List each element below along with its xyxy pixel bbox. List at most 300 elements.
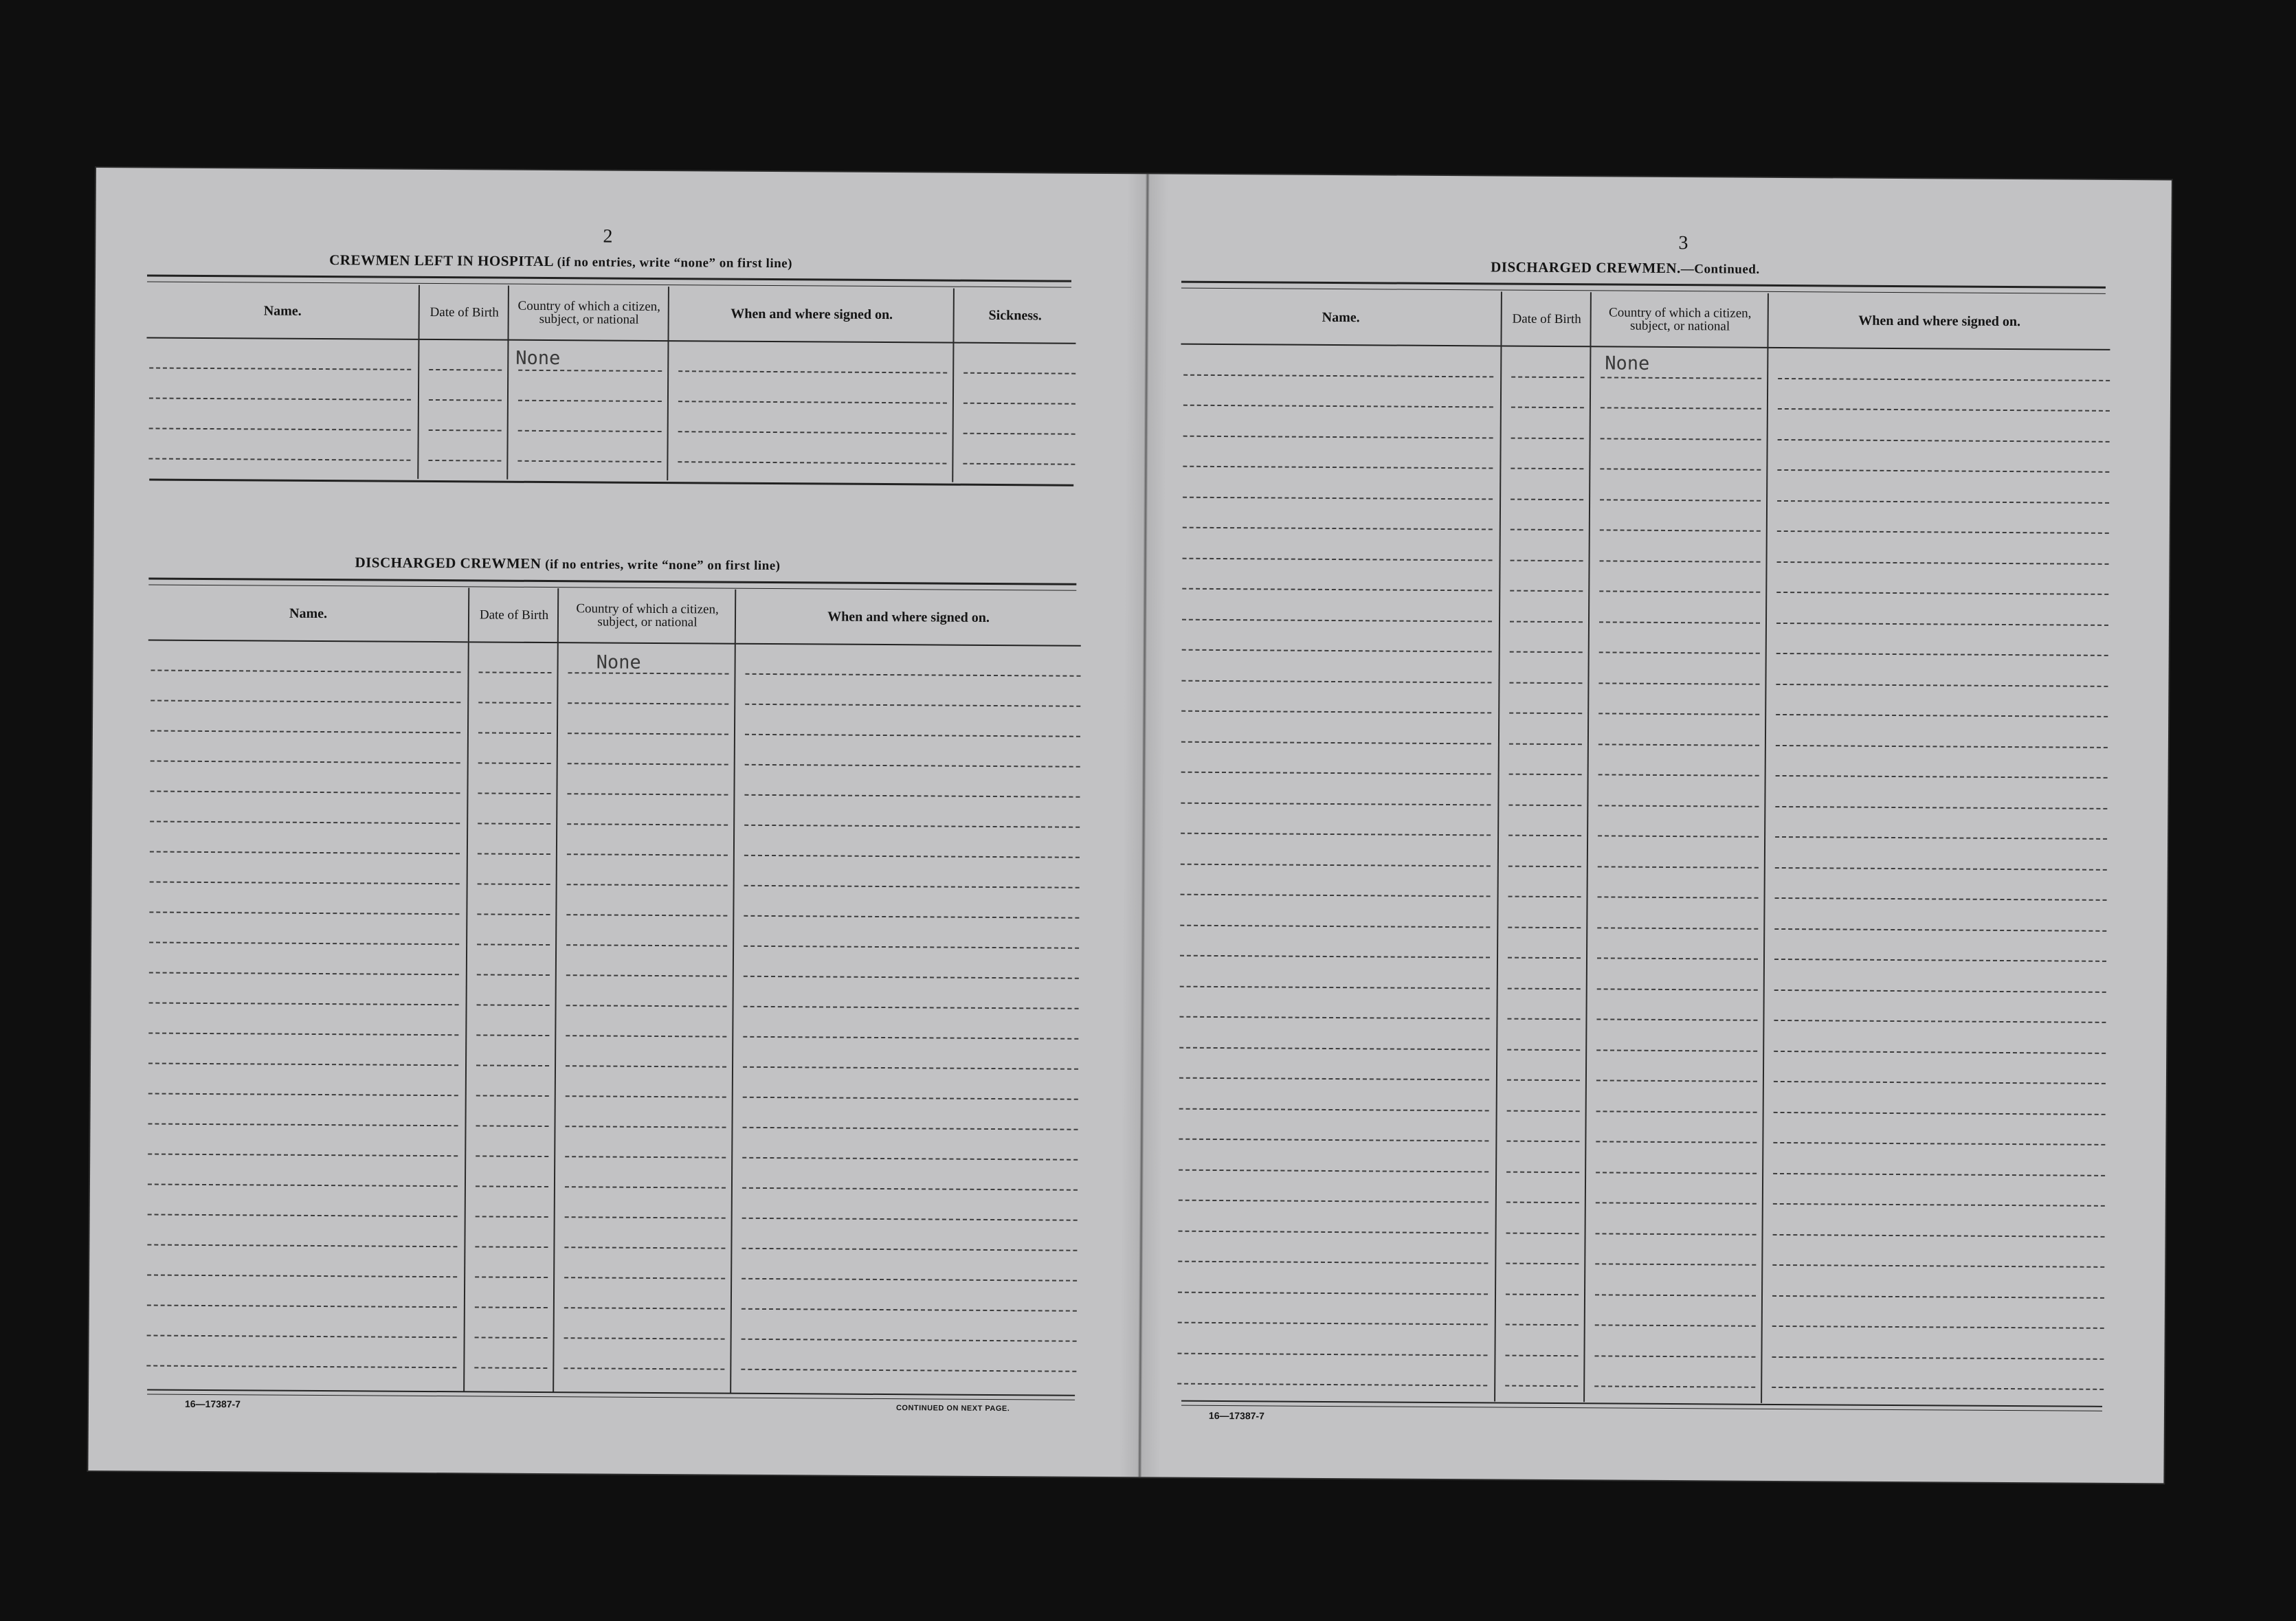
discharged-row-line — [149, 911, 459, 915]
continued-row-line — [1506, 1232, 1579, 1234]
continued-row-line — [1776, 653, 2108, 656]
hospital-row-line — [428, 460, 501, 462]
hospital-section-title — [329, 251, 792, 271]
page-number-right: 3 — [1678, 232, 1688, 254]
continued-row-line — [1596, 1141, 1757, 1143]
continued-row-line — [1597, 957, 1758, 959]
continued-note: CONTINUED ON NEXT PAGE. — [895, 1404, 1010, 1413]
continued-row-line — [1596, 1202, 1757, 1204]
continued-row-line — [1179, 1200, 1489, 1203]
hospital-row-line — [148, 458, 410, 460]
continued-row-line — [1774, 1081, 2106, 1084]
continued-row-line — [1511, 529, 1583, 531]
discharged-row-line — [477, 974, 550, 976]
continued-row-line — [1510, 590, 1583, 592]
hospital-row-line — [518, 400, 662, 402]
continued-row-line — [1599, 651, 1760, 653]
continued-row-line — [1778, 377, 2110, 381]
discharged-row-line — [478, 792, 550, 794]
discharged-row-line — [566, 1065, 726, 1067]
hospital-row-line — [678, 370, 947, 373]
discharged-row-line — [474, 1367, 547, 1369]
continued-row-line — [1777, 500, 2109, 503]
hospital-row-line — [149, 427, 411, 430]
discharged-row-line — [743, 1097, 1078, 1100]
continued-row-line — [1179, 1108, 1489, 1111]
discharged-row-line — [566, 1095, 726, 1097]
discharged-row-line — [742, 1157, 1078, 1161]
continued-row-line — [1178, 1261, 1488, 1264]
hospital-col-2 — [506, 286, 669, 480]
continued-row-line — [1183, 435, 1493, 438]
hospital-header-4: Sickness. — [954, 289, 1075, 344]
continued-row-line — [1598, 835, 1759, 837]
continued-row-line — [1778, 438, 2110, 442]
discharged-row-line — [476, 1064, 549, 1066]
discharged-header-2: Country of which a citizen, subject, or national — [559, 588, 736, 645]
continued-row-line — [1774, 989, 2106, 992]
continued-row-line — [1777, 469, 2109, 473]
continued-row-line — [1509, 774, 1582, 776]
discharged-row-line — [742, 1127, 1078, 1130]
discharged-continued-table — [1174, 290, 2109, 1405]
continued-row-line — [1596, 1110, 1757, 1113]
discharged-header-3: When and where signed on. — [736, 590, 1081, 647]
discharged-row-line — [150, 851, 460, 854]
continued-row-line — [1506, 1171, 1579, 1173]
hospital-entry-none: None — [515, 347, 561, 370]
discharged-row-line — [478, 823, 550, 825]
hospital-row-line — [678, 461, 946, 464]
continued-row-line — [1772, 1295, 2104, 1298]
continued-row-line — [1508, 896, 1581, 898]
discharged-continued-text: DISCHARGED CREWMEN. — [1491, 258, 1681, 277]
discharged-row-line — [568, 733, 728, 735]
continued-row-line — [1183, 527, 1493, 530]
continued-row-line — [1507, 1110, 1580, 1112]
discharged-entry-none: None — [596, 651, 641, 673]
discharged-row-line — [151, 730, 460, 733]
hospital-row-line — [678, 401, 947, 403]
continued-row-line — [1509, 682, 1582, 684]
continued-row-line — [1506, 1324, 1579, 1326]
discharged-row-line — [149, 941, 459, 945]
continued-row-line — [1181, 802, 1491, 805]
continued-row-line — [1598, 896, 1759, 898]
continued-row-line — [1773, 1142, 2105, 1145]
hospital-col-3 — [667, 287, 955, 482]
left-form-code: 16—17387-7 — [184, 1398, 241, 1410]
continued-row-line — [1775, 867, 2107, 870]
continued-row-line — [1178, 1322, 1488, 1326]
continued-row-line — [1775, 836, 2107, 840]
discharged-row-line — [476, 1034, 549, 1036]
discharged-table — [144, 585, 1080, 1395]
discharged-row-line — [478, 883, 550, 885]
continued-row-line — [1774, 928, 2106, 931]
continued-row-line — [1596, 1233, 1757, 1235]
right-entry-none: None — [1605, 353, 1650, 374]
discharged-title-text: DISCHARGED CREWMEN — [355, 554, 542, 572]
hospital-row-line — [963, 403, 1075, 405]
continued-row-line — [1509, 743, 1582, 745]
right-form-code: 16—17387-7 — [1208, 1409, 1264, 1422]
continued-row-line — [1181, 741, 1491, 744]
continued-row-line — [1776, 683, 2108, 686]
discharged-row-line — [475, 1306, 548, 1308]
discharged-row-line — [478, 702, 551, 704]
continued-row-line — [1597, 927, 1758, 929]
discharged-row-line — [744, 946, 1079, 949]
continued-row-line — [1178, 1291, 1488, 1295]
discharged-row-line — [565, 1126, 726, 1128]
continued-row-line — [1776, 714, 2108, 717]
continued-row-line — [1180, 985, 1490, 989]
discharged-row-line — [743, 1036, 1078, 1040]
continued-row-line — [1183, 557, 1493, 561]
hospital-col-1 — [417, 285, 509, 480]
hospital-row-line — [963, 433, 1075, 435]
page-number-left: 2 — [603, 225, 613, 247]
continued-row-line — [1179, 1169, 1489, 1172]
continued-row-line — [1600, 560, 1761, 562]
hospital-row-line — [517, 460, 661, 462]
discharged-row-line — [567, 884, 728, 886]
right-page — [1146, 174, 2172, 1483]
discharged-header-1: Date of Birth — [469, 588, 559, 643]
discharged-row-line — [478, 732, 551, 734]
discharged-row-line — [148, 1062, 458, 1066]
discharged-row-line — [148, 1123, 458, 1126]
discharged-col-1 — [463, 588, 559, 1392]
continued-row-line — [1601, 377, 1761, 379]
continued-col-2 — [1583, 292, 1769, 1403]
continued-row-line — [1507, 1049, 1580, 1051]
continued-col-0 — [1174, 290, 1501, 1402]
discharged-row-line — [565, 1216, 726, 1218]
continued-row-line — [1506, 1202, 1579, 1204]
discharged-row-line — [150, 790, 460, 794]
continued-row-line — [1180, 924, 1490, 928]
continued-row-line — [1179, 1016, 1489, 1020]
continued-row-line — [1510, 621, 1583, 623]
document-spread — [88, 168, 2172, 1483]
discharged-row-line — [742, 1308, 1077, 1312]
discharged-row-line — [475, 1276, 548, 1278]
discharged-row-line — [147, 1334, 457, 1338]
continued-row-line — [1511, 376, 1584, 378]
discharged-row-line — [743, 1066, 1078, 1070]
continued-row-line — [1182, 649, 1492, 653]
continued-row-line — [1177, 1383, 1487, 1387]
discharged-row-line — [565, 1156, 726, 1158]
continued-row-line — [1506, 1141, 1579, 1143]
continued-row-line — [1598, 774, 1759, 776]
continued-row-line — [1180, 955, 1490, 959]
discharged-row-line — [566, 974, 727, 976]
continued-row-line — [1596, 1172, 1757, 1174]
discharged-row-line — [476, 1125, 548, 1127]
continued-row-line — [1774, 1020, 2106, 1023]
hospital-col-0 — [146, 283, 419, 478]
discharged-row-line — [148, 1153, 458, 1156]
hospital-row-line — [963, 463, 1075, 465]
discharged-continued-suffix: —Continued. — [1680, 262, 1760, 277]
discharged-row-line — [564, 1307, 725, 1309]
continued-row-line — [1505, 1354, 1578, 1356]
continued-row-line — [1777, 530, 2109, 534]
continued-row-line — [1182, 588, 1492, 592]
discharged-row-line — [478, 762, 551, 764]
discharged-row-line — [744, 885, 1080, 888]
continued-row-line — [1596, 1049, 1757, 1051]
discharged-row-line — [564, 1367, 724, 1370]
discharged-row-line — [566, 1005, 727, 1007]
discharged-col-0 — [144, 585, 468, 1391]
continued-row-line — [1183, 405, 1493, 408]
hospital-row-line — [963, 372, 1075, 374]
continued-row-line — [1179, 1077, 1489, 1081]
continued-row-line — [1595, 1324, 1756, 1326]
continued-row-line — [1598, 713, 1759, 715]
discharged-row-line — [476, 1155, 548, 1157]
continued-row-line — [1596, 1080, 1757, 1082]
discharged-row-line — [477, 913, 550, 915]
continued-row-line — [1508, 926, 1581, 928]
continued-row-line — [1775, 897, 2107, 901]
discharged-row-line — [151, 760, 460, 763]
discharged-row-line — [476, 1095, 549, 1097]
discharged-row-line — [147, 1274, 457, 1277]
discharged-col-2 — [553, 588, 736, 1394]
discharged-row-line — [568, 763, 728, 765]
continued-row-line — [1774, 1050, 2106, 1053]
discharged-row-line — [567, 853, 728, 856]
continued-row-line — [1511, 468, 1583, 470]
continued-row-line — [1774, 1111, 2106, 1115]
continued-row-line — [1598, 682, 1759, 684]
hospital-row-line — [149, 397, 411, 400]
hospital-header-0: Name. — [146, 283, 418, 339]
left-page — [88, 168, 1141, 1477]
discharged-row-line — [564, 1277, 725, 1279]
continued-row-line — [1179, 1230, 1489, 1233]
continued-header-2: Country of which a citizen, subject, or national — [1591, 292, 1768, 348]
continued-header-3: When and where signed on. — [1768, 293, 2110, 350]
discharged-row-line — [147, 1244, 457, 1247]
discharged-row-line — [567, 793, 728, 795]
continued-row-line — [1772, 1264, 2104, 1268]
discharged-row-line — [149, 972, 459, 975]
hospital-row-line — [518, 430, 662, 432]
discharged-col-3 — [730, 590, 1081, 1396]
discharged-row-line — [147, 1304, 457, 1308]
continued-col-3 — [1761, 293, 2110, 1405]
continued-row-line — [1773, 1233, 2105, 1237]
continued-row-line — [1511, 437, 1584, 439]
hospital-table — [146, 283, 1075, 482]
discharged-row-line — [566, 914, 727, 916]
discharged-row-line — [746, 673, 1081, 677]
continued-row-line — [1181, 680, 1491, 683]
discharged-header-0: Name. — [148, 585, 468, 642]
continued-row-line — [1179, 1139, 1489, 1142]
continued-row-line — [1181, 711, 1491, 714]
discharged-row-line — [151, 700, 460, 703]
discharged-row-line — [476, 1185, 548, 1187]
discharged-row-line — [476, 1216, 548, 1218]
continued-row-line — [1598, 805, 1759, 807]
continued-row-line — [1597, 988, 1758, 990]
continued-row-line — [1594, 1385, 1755, 1387]
discharged-row-line — [567, 823, 728, 825]
continued-row-line — [1772, 1326, 2104, 1329]
discharged-row-line — [477, 1004, 550, 1006]
continued-row-line — [1183, 374, 1493, 377]
continued-row-line — [1601, 407, 1761, 409]
continued-row-line — [1601, 438, 1761, 440]
continued-row-line — [1508, 865, 1581, 867]
hospital-row-line — [149, 367, 411, 370]
continued-row-line — [1600, 468, 1761, 470]
discharged-row-line — [744, 794, 1080, 798]
continued-header-0: Name. — [1181, 290, 1500, 347]
continued-row-line — [1509, 713, 1582, 715]
continued-row-line — [1596, 1018, 1757, 1020]
discharged-title-instruction: (if no entries, write “none” on first line) — [545, 557, 781, 574]
discharged-row-line — [479, 671, 552, 673]
continued-row-line — [1772, 1356, 2104, 1359]
continued-row-line — [1598, 866, 1759, 868]
discharged-row-line — [568, 672, 729, 674]
discharged-row-line — [744, 825, 1080, 828]
discharged-row-line — [478, 853, 550, 855]
discharged-row-line — [744, 915, 1079, 919]
continued-row-line — [1776, 622, 2108, 625]
discharged-row-line — [148, 1214, 458, 1217]
hospital-row-line — [518, 370, 662, 372]
discharged-row-line — [565, 1186, 726, 1188]
discharged-row-line — [149, 1002, 459, 1005]
discharged-row-line — [564, 1247, 725, 1249]
continued-row-line — [1599, 621, 1760, 623]
continued-row-line — [1507, 1018, 1580, 1020]
continued-row-line — [1595, 1263, 1756, 1265]
continued-row-line — [1508, 835, 1581, 837]
continued-row-line — [1778, 408, 2110, 412]
hospital-row-line — [429, 399, 502, 401]
hospital-title-instruction: (if no entries, write “none” on first line) — [557, 255, 793, 271]
continued-row-line — [1506, 1263, 1579, 1265]
continued-row-line — [1183, 496, 1493, 500]
hospital-header-1: Date of Birth — [419, 285, 509, 341]
continued-row-line — [1598, 744, 1759, 746]
continued-row-line — [1594, 1355, 1755, 1357]
continued-row-line — [1181, 894, 1491, 897]
discharged-row-line — [148, 1183, 458, 1187]
discharged-section-title — [355, 554, 780, 574]
discharged-row-line — [566, 944, 727, 946]
continued-row-line — [1774, 959, 2106, 962]
continued-row-line — [1508, 957, 1581, 959]
hospital-title-text: CREWMEN LEFT IN HOSPITAL — [329, 251, 553, 270]
continued-row-line — [1776, 775, 2108, 779]
continued-row-line — [1179, 1047, 1489, 1050]
continued-row-line — [1182, 618, 1492, 622]
discharged-row-line — [151, 669, 461, 673]
continued-row-line — [1508, 804, 1581, 806]
discharged-row-line — [148, 1032, 458, 1036]
continued-row-line — [1773, 1203, 2105, 1207]
continued-header-1: Date of Birth — [1502, 292, 1591, 348]
continued-row-line — [1177, 1352, 1487, 1356]
continued-row-line — [1595, 1294, 1756, 1296]
hospital-col-4 — [952, 289, 1076, 483]
discharged-row-line — [745, 704, 1080, 707]
discharged-row-line — [475, 1337, 548, 1339]
discharged-row-line — [745, 734, 1080, 737]
continued-row-line — [1600, 529, 1761, 531]
discharged-row-line — [745, 764, 1080, 768]
discharged-row-line — [150, 881, 460, 884]
discharged-row-line — [742, 1248, 1077, 1251]
continued-row-line — [1777, 561, 2109, 564]
continued-row-line — [1181, 833, 1491, 836]
discharged-row-line — [742, 1278, 1077, 1282]
discharged-row-line — [744, 976, 1079, 979]
discharged-row-line — [566, 1035, 726, 1037]
continued-row-line — [1506, 1293, 1579, 1295]
continued-col-1 — [1494, 291, 1592, 1402]
continued-row-line — [1181, 772, 1491, 775]
discharged-row-line — [568, 702, 728, 704]
discharged-row-line — [742, 1218, 1078, 1221]
hospital-header-3: When and where signed on. — [669, 287, 954, 344]
continued-row-line — [1599, 590, 1760, 592]
continued-row-line — [1181, 863, 1491, 867]
discharged-row-line — [150, 820, 460, 824]
discharged-row-line — [744, 855, 1080, 858]
continued-row-line — [1508, 987, 1581, 990]
hospital-row-line — [429, 369, 502, 371]
continued-row-line — [1183, 466, 1493, 469]
continued-row-line — [1600, 499, 1761, 501]
continued-row-line — [1776, 744, 2108, 748]
discharged-row-line — [475, 1246, 548, 1248]
discharged-row-line — [744, 1006, 1079, 1009]
continued-row-line — [1511, 407, 1584, 409]
discharged-row-line — [564, 1337, 725, 1339]
discharged-row-line — [742, 1339, 1077, 1342]
continued-row-line — [1776, 592, 2108, 595]
hospital-row-line — [429, 429, 502, 432]
continued-row-line — [1775, 805, 2107, 809]
hospital-row-line — [678, 431, 947, 434]
continued-row-line — [1511, 559, 1583, 561]
discharged-row-line — [741, 1369, 1076, 1372]
discharged-row-line — [477, 943, 550, 946]
continued-row-line — [1511, 498, 1583, 500]
discharged-continued-title — [1491, 258, 1760, 277]
discharged-row-line — [742, 1187, 1078, 1191]
hospital-header-2: Country of which a citizen, subject, or national — [509, 286, 669, 342]
continued-row-line — [1505, 1385, 1578, 1387]
continued-row-line — [1773, 1172, 2105, 1176]
continued-row-line — [1772, 1387, 2104, 1390]
continued-row-line — [1507, 1080, 1580, 1082]
discharged-row-line — [148, 1093, 458, 1096]
discharged-row-line — [146, 1365, 456, 1368]
